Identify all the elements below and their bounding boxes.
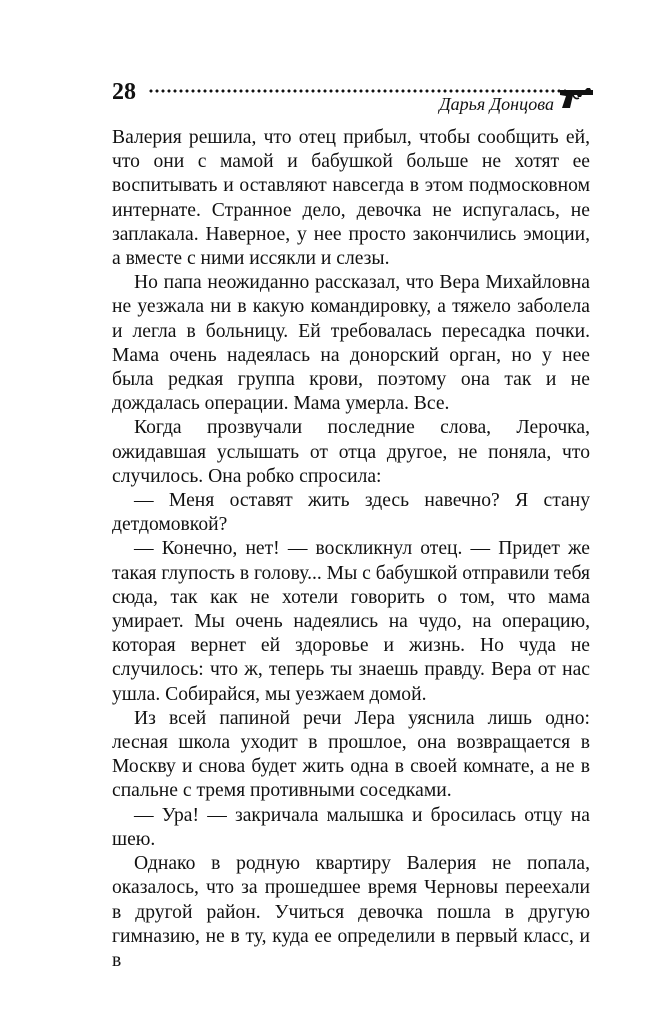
- page-text: [112, 126, 590, 973]
- paragraph: Из всей папиной речи Лера уяснила лишь одно: лесная школа уходит в прошлое, она возвращается в Москву и снова будет жить одна в своей комнате, а не в спальне с тремя противными соседками.: [112, 707, 590, 802]
- revolver-icon: [558, 84, 594, 110]
- dialogue-line: — Ура! — закричала малышка и бросилась отцу на шею.: [112, 804, 590, 850]
- paragraph: Когда прозвучали последние слова, Лерочка, ожидавшая услышать от отца другое, не поняла, что случилось. Она робко спросила:: [112, 417, 590, 487]
- dialogue-line: — Меня оставят жить здесь навечно? Я стану детдомовкой?: [112, 490, 590, 536]
- page-number: 28: [112, 79, 136, 105]
- author-name: Дарья Донцова: [439, 94, 554, 114]
- dotted-rule: [148, 89, 566, 93]
- paragraph: Но папа неожиданно рассказал, что Вера Михайловна не уезжала ни в какую командировку, а тяжело заболела и легла в больницу. Ей требовалась пересадка почки. Мама очень надеялась на донорский орган, но у нее была редкая группа крови, поэтому она так и не дождалась операции. Мама умерла. Все.: [112, 272, 590, 415]
- paragraph: Валерия решила, что отец прибыл, чтобы сообщить ей, что они с мамой и бабушкой больше не хотят ее воспитывать и оставляют навсегда в этом подмосковном интернате. Странное дело, девочка не испугалась, не заплакала. Наверное, у нее просто закончились эмоции, а вместе с ними иссякли и слезы.: [112, 127, 590, 270]
- dialogue-line: — Конечно, нет! — воскликнул отец. — Придет же такая глупость в голову... Мы с бабушкой отправили тебя сюда, так как не хотели говорить о том, что мама умирает. Мы очень надеялись на чудо, на операцию, которая вернет ей здоровье и жизнь. Но чуда не случилось: что ж, теперь ты знаешь правду. Вера от нас ушла. Собирайся, мы уезжаем домой.: [112, 538, 590, 705]
- paragraph: Однако в родную квартиру Валерия не попала, оказалось, что за прошедшее время Черновы переехали в другой район. Учиться девочка пошла в другую гимназию, не в ту, куда ее определили в первый класс, и в: [112, 853, 590, 971]
- running-header: [112, 80, 602, 114]
